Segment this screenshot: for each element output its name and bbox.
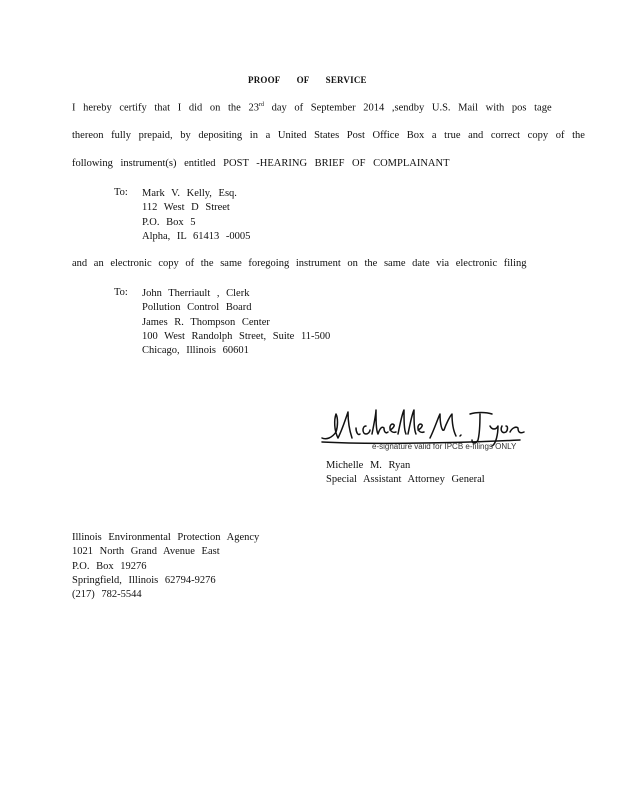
recipient-1-address <box>142 187 250 244</box>
agency-street: 1021 North Grand Avenue East <box>72 546 220 558</box>
recipient-2-to-label: To: <box>114 287 128 298</box>
agency-name: Illinois Environmental Protection Agency <box>72 532 260 543</box>
recipient-2-address <box>142 287 330 358</box>
agency-phone: (217) 782-5544 <box>72 589 142 601</box>
recipient-2-building: James R. Thompson Center <box>142 316 270 328</box>
agency-po-box: P.O. Box 19276 <box>72 560 147 572</box>
document-title: PROOF OF SERVICE <box>248 75 367 85</box>
recipient-1-name: Mark V. Kelly, Esq. <box>142 188 237 199</box>
recipient-2-street: 100 West Randolph Street, Suite 11-500 <box>142 330 331 342</box>
recipient-2-city: Chicago, Illinois 60601 <box>142 345 249 357</box>
certification-line-3: following instrument(s) entitled POST -HEARING BRIEF OF COMPLAINANT <box>72 158 450 169</box>
certification-line-2: thereon fully prepaid, by depositing in a United States Post Office Box a true and correct copy of the <box>72 130 585 141</box>
recipient-2-organization: Pollution Control Board <box>142 302 252 314</box>
certification-line-1-prefix: I hereby certify that I did on the 23 <box>72 102 259 114</box>
signer-block <box>326 459 485 488</box>
recipient-1-street: 112 West D Street <box>142 202 230 214</box>
signature-caption: e-signature valid for IPCB e-filings ONLY <box>372 442 517 451</box>
date-ordinal-suffix: rd <box>258 102 264 108</box>
recipient-1-city: Alpha, IL 61413 -0005 <box>142 230 251 242</box>
agency-city: Springfield, Illinois 62794-9276 <box>72 574 216 586</box>
recipient-2-name: John Therriault , Clerk <box>142 288 250 299</box>
electronic-filing-line: and an electronic copy of the same foregoing instrument on the same date via electronic filing <box>72 258 527 269</box>
recipient-1-po-box: P.O. Box 5 <box>142 216 196 228</box>
recipient-1-to-label: To: <box>114 187 128 198</box>
agency-address-block <box>72 531 259 602</box>
signer-name: Michelle M. Ryan <box>326 460 411 471</box>
certification-line-1-suffix: day of September 2014 ,sendby U.S. Mail with pos tage <box>271 102 552 114</box>
signer-role: Special Assistant Attorney General <box>326 474 485 486</box>
certification-line-1 <box>72 102 552 114</box>
